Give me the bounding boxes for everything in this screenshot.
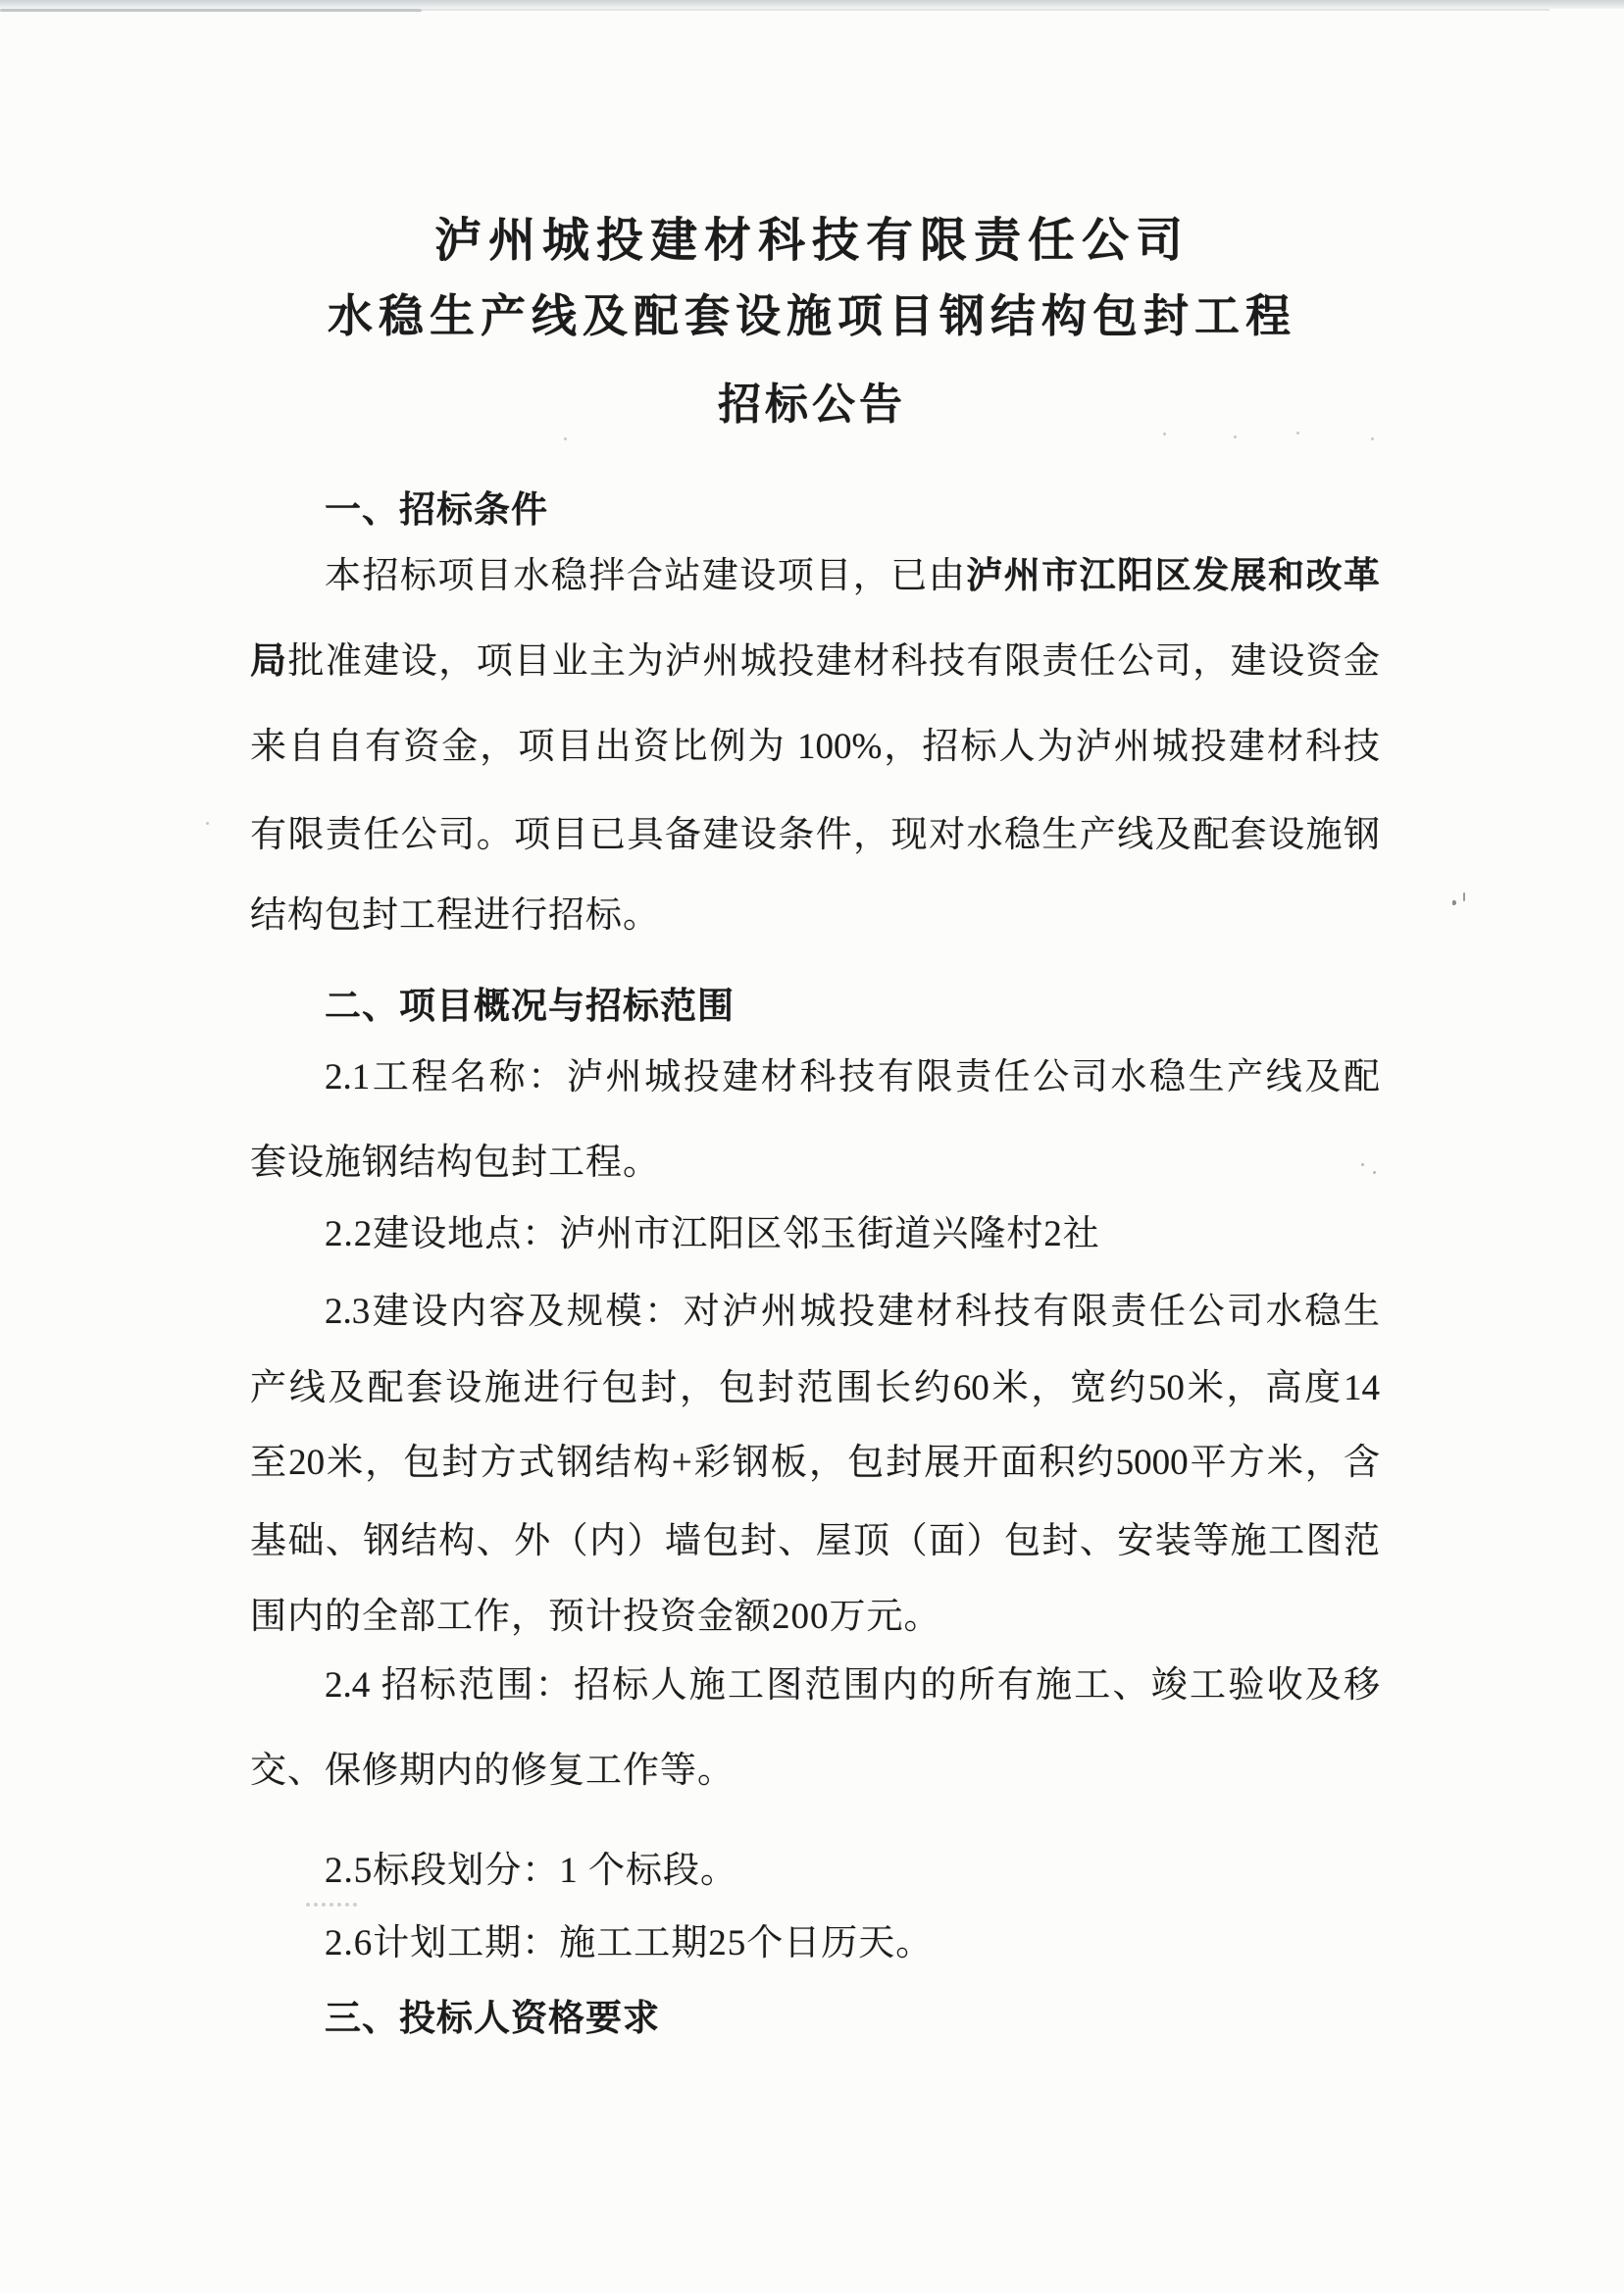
document-title-line-3: 招标公告	[718, 381, 906, 429]
section-3-heading: 三、投标人资格要求	[325, 1999, 660, 2039]
text-segment: 本招标项目水稳拌合站建设项目，已由	[325, 556, 967, 596]
scan-noise-speck	[1371, 437, 1374, 440]
scan-noise-speck	[206, 822, 209, 825]
scanner-edge-shadow	[0, 0, 1624, 9]
item-2-2-line: 2.2建设地点：泸州市江阳区邻玉街道兴隆村2社	[325, 1214, 1100, 1254]
paragraph-line: 结构包封工程进行招标。	[250, 895, 660, 936]
item-2-3-line: 2.3建设内容及规模：对泸州城投建材科技有限责任公司水稳生	[325, 1292, 1380, 1332]
document-title-line-2: 水稳生产线及配套设施项目钢结构包封工程	[328, 291, 1296, 341]
scan-noise-mark	[1452, 900, 1456, 905]
paragraph-line	[250, 553, 1380, 600]
scan-noise-speck	[564, 437, 567, 440]
item-2-5-line: 2.5标段划分：1 个标段。	[325, 1851, 737, 1891]
item-2-3-line: 产线及配套设施进行包封，包封范围长约60米，宽约50米，高度14	[250, 1368, 1380, 1408]
item-2-4-line: 2.4 招标范围：招标人施工图范围内的所有施工、竣工验收及移	[325, 1665, 1380, 1706]
scan-noise-mark	[1463, 892, 1465, 901]
item-2-3-line: 基础、钢结构、外（内）墙包封、屋顶（面）包封、安装等施工图范	[250, 1521, 1380, 1561]
paragraph-line	[250, 638, 1380, 686]
section-1-heading: 一、招标条件	[325, 490, 548, 531]
text-segment: 批准建设，项目业主为泸州城投建材科技有限责任公司，建设资金	[287, 641, 1381, 682]
paragraph-line: 来自自有资金，项目出资比例为 100%，招标人为泸州城投建材科技	[250, 727, 1380, 767]
item-2-4-line: 交、保修期内的修复工作等。	[250, 1751, 735, 1791]
document-title-line-1: 泸州城投建材科技有限责任公司	[433, 215, 1190, 267]
text-segment-bold: 泸州市江阳区发展和改革	[966, 556, 1381, 596]
item-2-6-line: 2.6计划工期：施工工期25个日历天。	[325, 1923, 934, 1963]
item-2-3-line: 至20米，包封方式钢结构+彩钢板，包封展开面积约5000平方米，含	[250, 1443, 1380, 1483]
text-segment-bold: 局	[250, 641, 288, 682]
scan-noise-speck	[1361, 1163, 1364, 1166]
scanner-edge-line-left	[0, 9, 422, 12]
scanner-edge-line-right	[422, 9, 1549, 11]
item-2-1-line: 套设施钢结构包封工程。	[250, 1143, 660, 1183]
item-2-1-line: 2.1工程名称：泸州城投建材科技有限责任公司水稳生产线及配	[325, 1057, 1380, 1097]
scan-noise-speck	[1163, 433, 1166, 435]
scan-noise-speck	[1296, 432, 1299, 434]
section-2-heading: 二、项目概况与招标范围	[325, 987, 735, 1027]
paragraph-line: 有限责任公司。项目已具备建设条件，现对水稳生产线及配套设施钢	[250, 815, 1380, 855]
item-2-3-line: 围内的全部工作，预计投资金额200万元。	[250, 1597, 941, 1637]
scan-noise-dots	[306, 1903, 357, 1907]
scan-noise-speck	[1234, 435, 1237, 438]
scan-noise-speck	[1373, 1171, 1376, 1174]
